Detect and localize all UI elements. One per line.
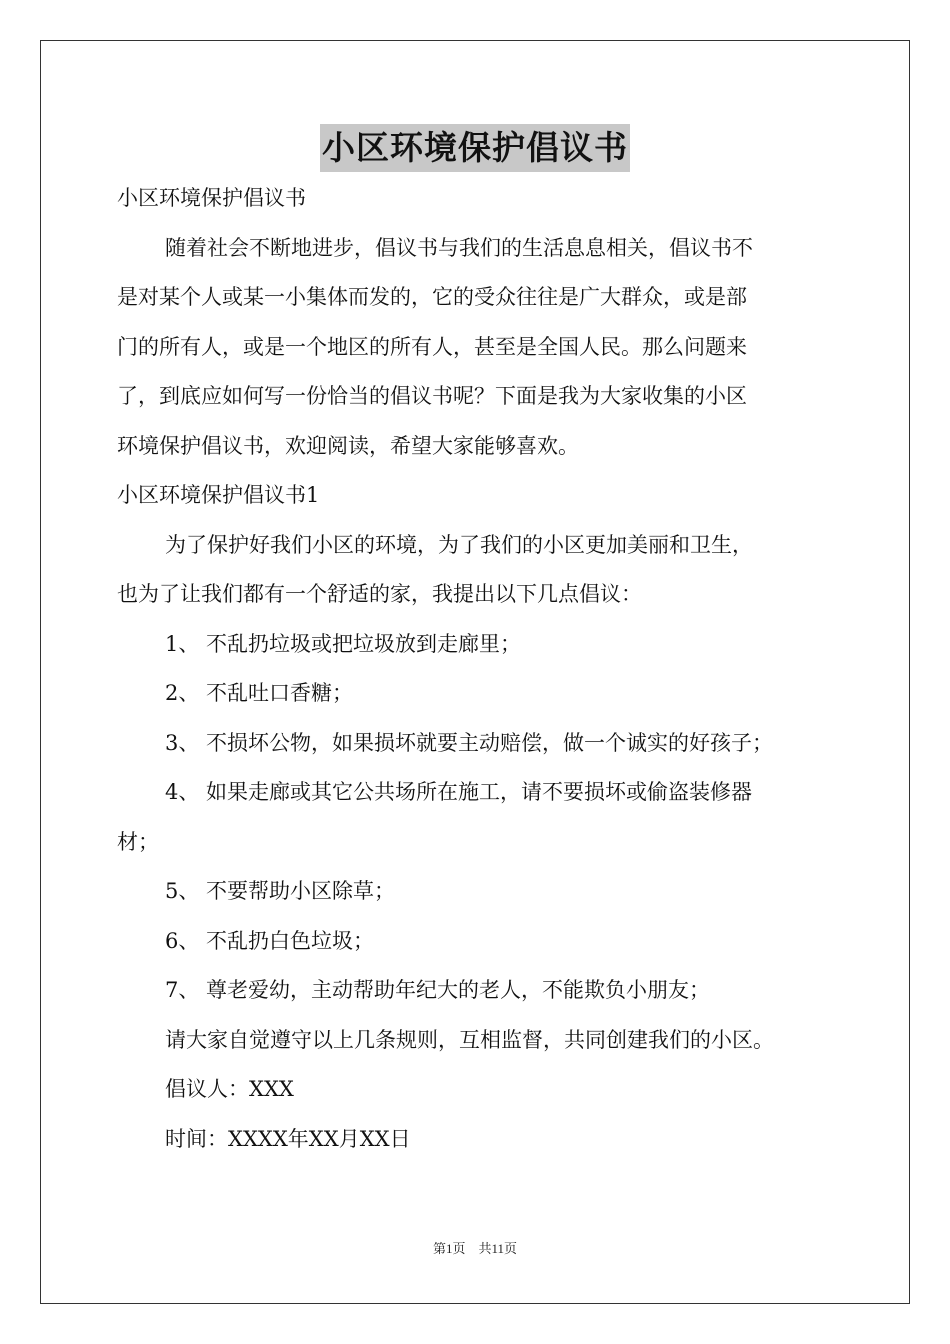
paragraph-line: 4、 如果走廊或其它公共场所在施工，请不要损坏或偷盗装修器 bbox=[165, 780, 753, 804]
paragraph-line: 材； bbox=[117, 829, 159, 854]
paragraph-line: 是对某个人或某一小集体而发的，它的受众往往是广大群众，或是部 bbox=[117, 285, 747, 309]
paragraph-line: 门的所有人，或是一个地区的所有人，甚至是全国人民。那么问题来 bbox=[117, 334, 747, 359]
paragraph-line: 5、 不要帮助小区除草； bbox=[165, 879, 396, 903]
title-container bbox=[0, 124, 950, 172]
paragraph-line: 也为了让我们都有一个舒适的家，我提出以下几点倡议： bbox=[117, 582, 642, 606]
paragraph-line: 时间：XXXX年XX月XX日 bbox=[165, 1126, 411, 1151]
paragraph-line: 了，到底应如何写一份恰当的倡议书呢？下面是我为大家收集的小区 bbox=[117, 384, 747, 408]
paragraph-line: 倡议人：XXX bbox=[165, 1077, 294, 1101]
paragraph-line: 3、 不损坏公物，如果损坏就要主动赔偿，做一个诚实的好孩子； bbox=[165, 730, 774, 755]
paragraph-line: 随着社会不断地进步，倡议书与我们的生活息息相关，倡议书不 bbox=[165, 235, 753, 260]
document-title: 小区环境保护倡议书 bbox=[320, 124, 630, 172]
paragraph-line: 环境保护倡议书，欢迎阅读，希望大家能够喜欢。 bbox=[117, 433, 579, 458]
paragraph-line: 2、 不乱吐口香糖； bbox=[165, 681, 354, 705]
paragraph-line: 1、 不乱扔垃圾或把垃圾放到走廊里； bbox=[165, 631, 522, 656]
document-body bbox=[117, 174, 837, 1164]
paragraph-line: 6、 不乱扔白色垃圾； bbox=[165, 928, 375, 953]
paragraph-line: 小区环境保护倡议书 bbox=[117, 186, 306, 210]
paragraph-line: 请大家自觉遵守以上几条规则，互相监督，共同创建我们的小区。 bbox=[165, 1027, 774, 1052]
paragraph-line: 7、 尊老爱幼，主动帮助年纪大的老人，不能欺负小朋友； bbox=[165, 978, 711, 1002]
page-footer: 第1页 共11页 bbox=[432, 1241, 518, 1256]
paragraph-line: 小区环境保护倡议书1 bbox=[117, 483, 320, 507]
paragraph-line: 为了保护好我们小区的环境，为了我们的小区更加美丽和卫生， bbox=[165, 532, 753, 557]
